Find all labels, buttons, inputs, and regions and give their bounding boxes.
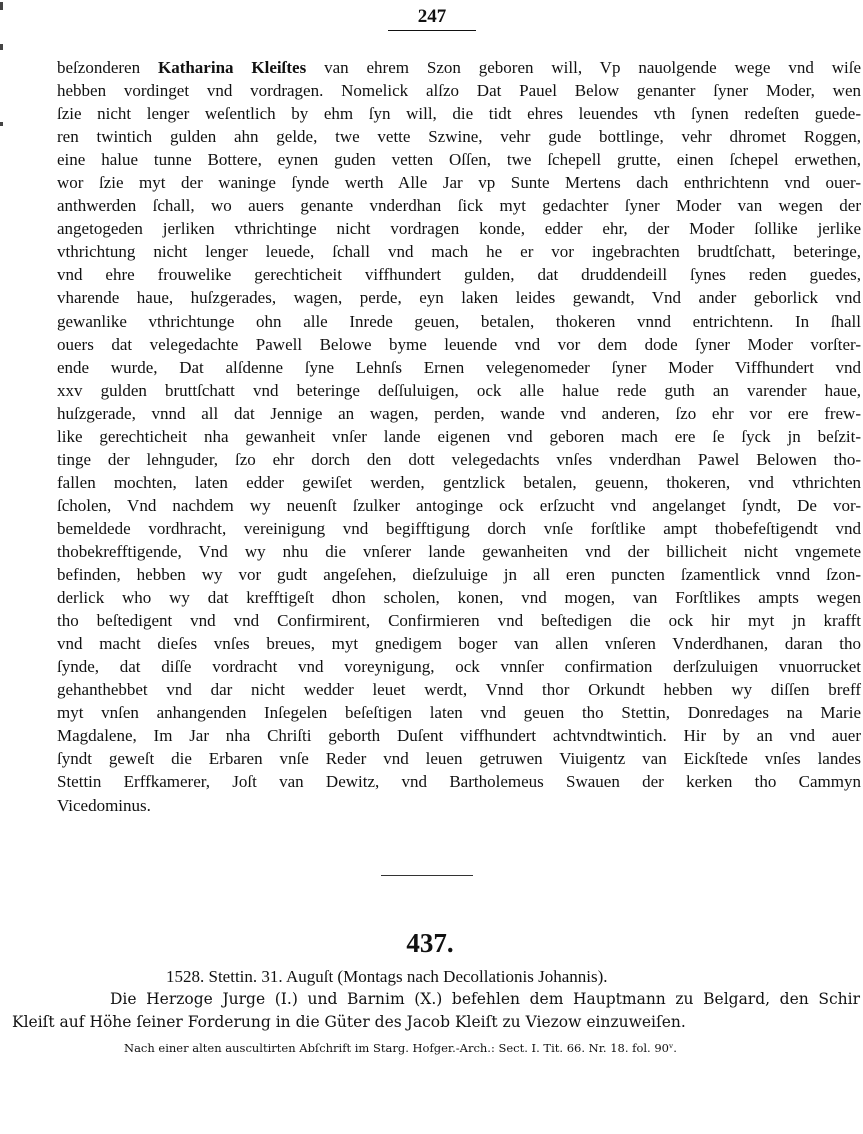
text-span: ende wurde, Dat alſdenne ſyne Lehnſs Ernen velegenomeder ſyner Moder Viffhundert vnd [57,357,861,377]
text-span: hebben vordinget vnd vordragen. Nomelick alſzo Dat Pauel Below genanter ſyner Moder, wen [57,81,861,101]
text-span: ſynde, dat diſſe vordracht vnd voreynigung, ock vnnſer confirmation derſzuluigen vnuorrucket [57,657,861,677]
text-line [57,517,861,540]
margin-mark [0,44,3,50]
text-span: Stettin Erffkamerer, Joſt van Dewitz, vnd Bartholemeus Swauen der kerken tho Cammyn [57,772,861,792]
text-span: vnd macht dieſes vnſes breues, myt gnedigem boger van allen vnſeren Vnderdhanen, daran tho [57,634,861,654]
text-line [57,356,861,379]
text-line [57,79,861,102]
text-line [57,770,861,793]
text-span: myt vnſen anhangenden Inſegelen beſeſtigen laten vnd geuen tho Stettin, Donredages na Marie [57,703,861,723]
text-span: wor ſzie myt der waninge ſynde werth Alle Jar vp Sunte Mertens dach enthrichtenn vnd ouer- [57,173,861,193]
text-line [57,563,861,586]
text-line [57,402,861,425]
text-span: fallen mochten, laten edder gewiſet werden, gentzlick betalen, geuenn, thokeren, vnd vthrichten [57,472,861,492]
text-span: van ehrem Szon geboren will, Vp nauolgende wege vnd wiſe [306,58,862,77]
text-line [57,240,861,263]
document-number: 437. [406,928,454,958]
text-line [57,310,861,333]
text-line [57,286,861,309]
document-header: 1528. Stettin. 31. Auguſt (Montags nach Decollationis Johannis). [166,967,608,986]
text-line [57,171,861,194]
text-line [57,333,861,356]
text-line [57,609,861,632]
text-span: ren twintich gulden ahn gelde, twe vette Szwine, vehr gude bottlinge, vehr dhromet Roggen, [57,127,861,147]
text-line [57,586,861,609]
text-line [57,263,861,286]
text-span: vnd ehre frouwelike gerechticheit viffhundert gulden, dat druddendeill ſynes reden guedes, [57,265,861,285]
text-span: Vicedominus. [57,795,151,815]
text-span: xxv gulden bruttſchatt vnd beteringe deſſuluigen, ock alle halue rede guth an varender haue, [57,380,861,400]
body-text [57,56,861,817]
emphasized-name: Katharina Kleiſtes [157,58,307,77]
text-line [57,632,861,655]
text-span: eine halue tunne Bottere, eynen guden vetten Oſſen, twe ſchepell grutte, einen ſchepel erwethen, [57,150,861,170]
text-span: tho beſtedigent vnd vnd Confirmirent, Confirmieren vnd beſtedigen die ock hir myt jn krafft [57,611,861,631]
text-span: tinge der lehnguder, ſzo ehr dorch den dott velegedachts vnſes vnderdhan Pawel Belowen tho- [57,449,861,469]
text-line [57,194,861,217]
text-span: ſzie nicht lenger weſentlich by ehm ſyn will, die tidt ehres leuendes vth ſynen redeſten guede- [57,104,861,124]
text-line [57,379,861,402]
text-span: ſcholen, Vnd nachdem wy neuenſt ſzulker antoginge ock erſzucht vnd angelanget ſyndt, De vor- [57,495,861,515]
text-line [57,217,861,240]
text-span: ouers dat velegedachte Pawell Belowe byme leuende vnd vor dem dode ſyner Moder vorſter- [57,334,861,354]
margin-mark [0,122,3,126]
text-line [57,724,861,747]
regest-line: Die Herzoge Jurge (I.) und Barnim (X.) befehlen dem Hauptmann zu Belgard, den Schir [110,990,860,1008]
margin-mark [0,2,3,10]
text-span: anthwerden ſchall, wo auers genante vnderdhan ſick myt gedachter ſyner Moder van wegen der [57,196,861,216]
text-span: beſzonderen [57,58,158,77]
text-span: Magdalene, Im Jar nha Chriſti geborth Duſent viffhundert achtvndtwintich. Hir by an vnd auer [57,726,861,746]
text-span: vthrichtung nicht lenger leuede, ſchall vnd mach he er vor ingebrachten brudtſchatt, beteringe, [57,242,861,262]
text-line [57,794,861,817]
text-span: angetogeden jerliken vthrichtinge nicht vordragen konde, edder ehr, der Moder ſollike jerlike [57,219,861,239]
text-span: befinden, hebben wy vor gudt angeſehen, dieſzuluige jn all eren puncten ſzamentlick vnnd ſzon- [57,565,861,585]
text-line [57,471,861,494]
page-number: 247 [417,6,447,27]
text-span: vharende haue, huſzgerades, wagen, perde, eyn laken leides gewandt, Vnd ander geborlick vnd [57,288,861,308]
text-line [57,56,861,79]
text-line [57,701,861,724]
text-span: huſzgerade, vnnd all dat Jennige an wagen, perden, wande vnd anderen, ſzo ehr vor ere frew- [57,403,861,423]
regest-line: Kleiſt auf Höhe ſeiner Forderung in die Güter des Jacob Kleiſt zu Viezow einzuweiſen. [12,1013,686,1031]
text-line [57,655,861,678]
text-span: ſyndt geweſt die Erbaren vnſe Reder vnd leuen getruwen Viuigentz van Eickſtede vnſes landes [57,749,861,769]
text-line [57,494,861,517]
text-span: gehanthebbet vnd dar nicht wedder leuet werdt, Vnnd thor Orkundt hebben wy diſſen breff [57,680,861,700]
text-line [57,540,861,563]
text-line [57,425,861,448]
text-span: like gerechticheit nha gewanheit vnſer lande eigenen vnd geboren mach ere ſe ſyck jn beſzit- [57,426,861,446]
text-line [57,125,861,148]
text-span: thobekrefftigende, Vnd wy nhu die vnſerer lande gewanheiten vnd der billicheit nicht vngemete [57,541,861,561]
text-line [57,678,861,701]
text-span: gewanlike vthrichtunge ohn alle Inrede geuen, betalen, thokeren vnnd entrichtenn. In ſhall [57,311,861,331]
text-span: bemeldede vordhracht, vereinigung vnd begifftigung dorch vnſe forſtlike ampt thobefeſtigendt vnd [57,518,861,538]
source-note: Nach einer alten auscultirten Abſchrift im Starg. Hofger.-Arch.: Sect. I. Tit. 66. Nr. 18. fol. 90ᵛ. [124,1041,677,1055]
section-divider [381,875,473,876]
page-number-rule [388,30,476,31]
text-line [57,448,861,471]
text-line [57,747,861,770]
text-line [57,148,861,171]
text-line [57,102,861,125]
text-span: derlick who wy dat krefftigeſt dhon scholen, konen, vnd mogen, van Forſtlikes ampts wegen [57,588,861,608]
